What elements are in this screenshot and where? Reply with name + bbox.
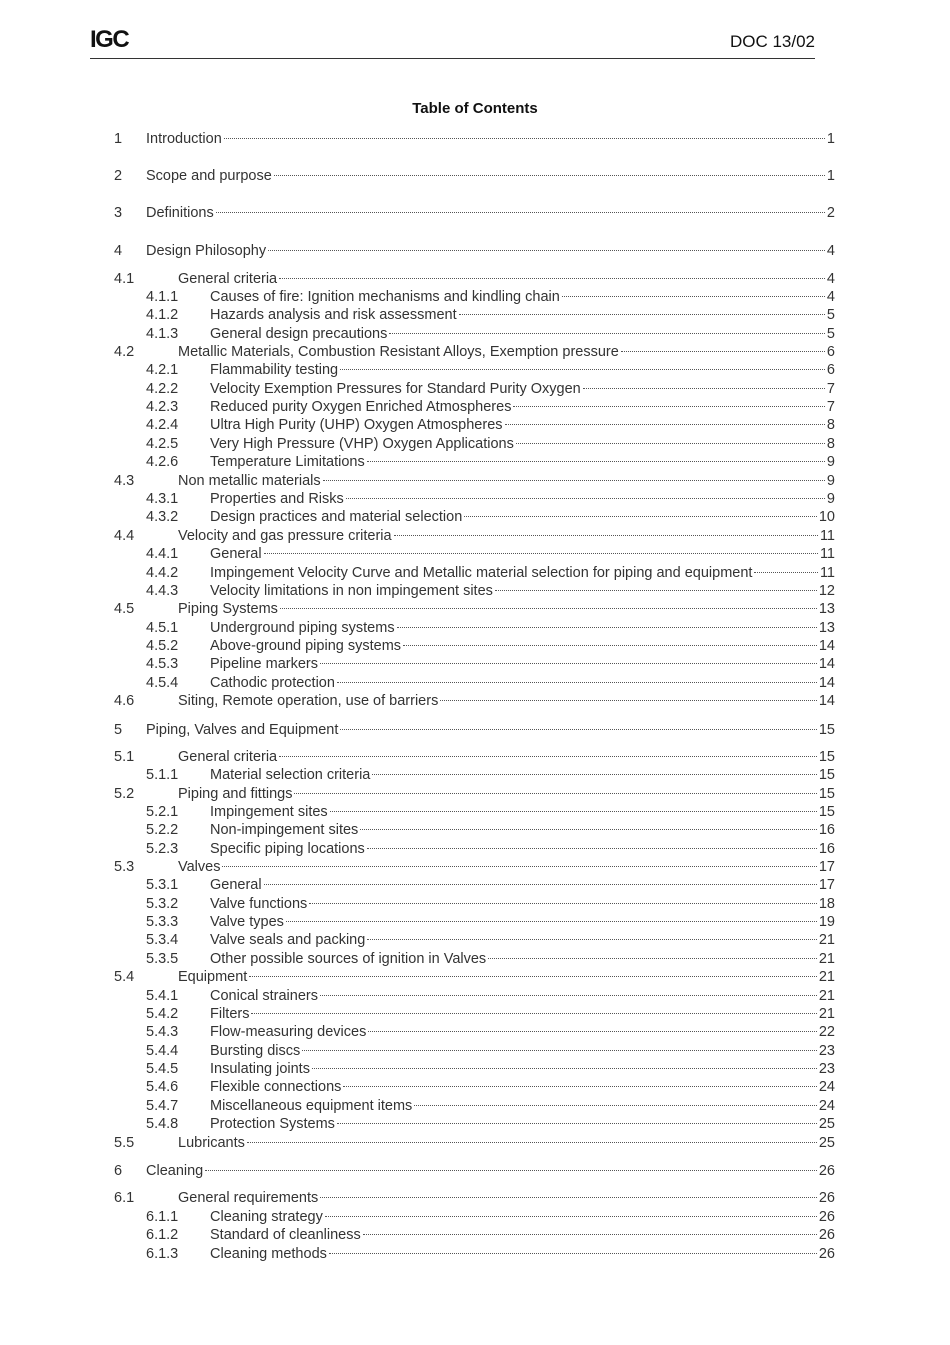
toc-entry-title: Pipeline markers (210, 656, 318, 672)
toc-entry-page: 9 (826, 491, 835, 507)
toc-entry[interactable] (146, 637, 835, 655)
toc-entry[interactable] (146, 545, 835, 563)
toc-entry-title: Introduction (146, 131, 222, 147)
toc-entry-number: 5.4.4 (146, 1043, 179, 1059)
toc-entry-title: Piping Systems (178, 601, 278, 617)
toc-entry-number: 5.3.3 (146, 914, 179, 930)
toc-entry-number: 6 (114, 1163, 123, 1179)
toc-entry-title: Causes of fire: Ignition mechanisms and kindling chain (210, 289, 560, 305)
toc-entry[interactable] (114, 472, 835, 490)
toc-entry-title: General requirements (178, 1190, 319, 1206)
toc-entry-number: 4.3.1 (146, 491, 179, 507)
toc-entry[interactable] (114, 242, 835, 260)
igc-logo: IGC (90, 26, 129, 53)
toc-entry-title: Definitions (146, 205, 214, 221)
toc-entry-page: 24 (818, 1079, 835, 1095)
toc-entry[interactable] (146, 1005, 835, 1023)
toc-entry-number: 4.2.2 (146, 381, 179, 397)
toc-entry-page: 21 (818, 932, 835, 948)
toc-entry-page: 2 (826, 205, 835, 221)
toc-entry-title: Non metallic materials (178, 473, 321, 489)
toc-entry-title: Very High Pressure (VHP) Oxygen Applications (210, 436, 514, 452)
toc-dot-leader (414, 1105, 817, 1106)
toc-entry[interactable] (114, 600, 835, 618)
toc-entry-number: 4.4.1 (146, 546, 179, 562)
toc-entry-number: 6.1 (114, 1190, 135, 1206)
toc-dot-leader (294, 793, 816, 794)
toc-entry-page: 19 (818, 914, 835, 930)
toc-entry-number: 4.2.3 (146, 399, 179, 415)
toc-dot-leader (621, 351, 825, 352)
toc-entry-number: 4.2.6 (146, 454, 179, 470)
toc-dot-leader (312, 1068, 817, 1069)
toc-dot-leader (367, 461, 825, 462)
toc-dot-leader (302, 1050, 817, 1051)
toc-entry[interactable] (146, 840, 835, 858)
toc-entry-title: Hazards analysis and risk assessment (210, 307, 457, 323)
toc-entry-title: Conical strainers (210, 988, 318, 1004)
toc-entry[interactable] (114, 1189, 835, 1207)
toc-entry-title: Other possible sources of ignition in Valves (210, 951, 487, 967)
toc-entry-number: 4.4 (114, 528, 135, 544)
toc-entry-title: Protection Systems (210, 1116, 335, 1132)
toc-entry[interactable] (114, 1134, 835, 1152)
toc-entry-number: 5.2.2 (146, 822, 179, 838)
toc-entry-title: Velocity Exemption Pressures for Standard Purity Oxygen (210, 381, 581, 397)
toc-entry-page: 1 (826, 131, 835, 147)
toc-dot-leader (343, 1086, 816, 1087)
toc-entry[interactable] (146, 435, 835, 453)
toc-entry-title: Piping, Valves and Equipment (146, 722, 339, 738)
toc-entry-title: Valve types (210, 914, 284, 930)
toc-entry[interactable] (146, 913, 835, 931)
toc-entry-number: 4.3 (114, 473, 135, 489)
toc-entry-page: 5 (826, 326, 835, 342)
toc-dot-leader (224, 138, 825, 139)
toc-entry-number: 4.2.1 (146, 362, 179, 378)
toc-entry[interactable] (146, 931, 835, 949)
toc-entry-page: 16 (818, 841, 835, 857)
toc-entry-page: 14 (818, 675, 835, 691)
toc-entry[interactable] (146, 876, 835, 894)
toc-entry-page: 23 (818, 1043, 835, 1059)
toc-entry-title: Standard of cleanliness (210, 1227, 361, 1243)
toc-entry-page: 6 (826, 344, 835, 360)
toc-entry-number: 4.1.3 (146, 326, 179, 342)
toc-entry-number: 5.3.4 (146, 932, 179, 948)
toc-entry[interactable] (146, 564, 835, 582)
toc-entry-title: General criteria (178, 749, 278, 765)
toc-dot-leader (513, 406, 824, 407)
toc-entry-page: 15 (818, 767, 835, 783)
toc-entry-page: 21 (818, 988, 835, 1004)
toc-entry-title: Cleaning strategy (210, 1209, 323, 1225)
toc-entry[interactable] (146, 1060, 835, 1078)
toc-dot-leader (360, 829, 817, 830)
toc-entry-title: Piping and fittings (178, 786, 293, 802)
toc-entry[interactable] (146, 895, 835, 913)
toc-entry-number: 5.5 (114, 1135, 135, 1151)
toc-entry-number: 5.3.5 (146, 951, 179, 967)
toc-entry-title: Cleaning methods (210, 1246, 327, 1262)
toc-entry-number: 5.3 (114, 859, 135, 875)
toc-entry-page: 24 (818, 1098, 835, 1114)
toc-entry-page: 14 (818, 638, 835, 654)
toc-dot-leader (274, 175, 825, 176)
toc-entry-title: Flow-measuring devices (210, 1024, 367, 1040)
toc-entry-title: Lubricants (178, 1135, 245, 1151)
toc-entry[interactable] (146, 987, 835, 1005)
toc-entry-title: Specific piping locations (210, 841, 365, 857)
toc-dot-leader (320, 663, 817, 664)
toc-entry-title: Above-ground piping systems (210, 638, 402, 654)
toc-entry[interactable] (114, 270, 835, 288)
toc-entry-title: Impingement Velocity Curve and Metallic material selection for piping and equipment (210, 565, 753, 581)
toc-entry-number: 4.5 (114, 601, 135, 617)
toc-entry-title: Miscellaneous equipment items (210, 1098, 413, 1114)
toc-dot-leader (279, 756, 817, 757)
toc-entry-number: 5.3.1 (146, 877, 179, 893)
toc-entry-number: 4.4.3 (146, 583, 179, 599)
toc-entry-page: 7 (826, 381, 835, 397)
toc-entry-title: General (210, 877, 262, 893)
toc-entry-page: 15 (818, 804, 835, 820)
toc-entry-number: 5 (114, 722, 123, 738)
toc-entry-page: 21 (818, 969, 835, 985)
toc-entry[interactable] (146, 950, 835, 968)
toc-entry[interactable] (114, 692, 835, 710)
toc-dot-leader (280, 608, 817, 609)
toc-entry-page: 6 (826, 362, 835, 378)
toc-entry-number: 4.5.1 (146, 620, 179, 636)
toc-dot-leader (222, 866, 816, 867)
toc-entry-number: 5.3.2 (146, 896, 179, 912)
toc-dot-leader (216, 212, 825, 213)
toc-entry[interactable] (146, 306, 835, 324)
toc-entry[interactable] (146, 453, 835, 471)
toc-dot-leader (389, 333, 825, 334)
toc-entry-number: 6.1.1 (146, 1209, 179, 1225)
toc-entry-title: Filters (210, 1006, 250, 1022)
toc-entry[interactable] (146, 1042, 835, 1060)
toc-entry-page: 17 (818, 859, 835, 875)
toc-entry-title: Bursting discs (210, 1043, 301, 1059)
toc-entry-title: Temperature Limitations (210, 454, 365, 470)
toc-dot-leader (516, 443, 825, 444)
toc-entry[interactable] (114, 527, 835, 545)
toc-dot-leader (264, 553, 818, 554)
toc-entry-title: Siting, Remote operation, use of barriers (178, 693, 439, 709)
toc-entry-number: 5.4.8 (146, 1116, 179, 1132)
toc-entry[interactable] (146, 821, 835, 839)
toc-entry-page: 13 (818, 601, 835, 617)
toc-entry[interactable] (114, 1162, 835, 1180)
toc-entry-number: 5.4 (114, 969, 135, 985)
toc-entry-number: 4.5.2 (146, 638, 179, 654)
toc-dot-leader (464, 516, 817, 517)
toc-entry[interactable] (146, 416, 835, 434)
toc-entry-title: Cleaning (146, 1163, 204, 1179)
toc-entry-page: 9 (826, 454, 835, 470)
toc-entry-number: 5.4.5 (146, 1061, 179, 1077)
toc-dot-leader (325, 1216, 817, 1217)
toc-entry-page: 26 (818, 1163, 835, 1179)
toc-entry-title: Velocity limitations in non impingement sites (210, 583, 493, 599)
toc-dot-leader (754, 572, 818, 573)
toc-dot-leader (367, 848, 817, 849)
toc-entry-page: 7 (826, 399, 835, 415)
toc-entry-title: General (210, 546, 262, 562)
toc-entry[interactable] (146, 582, 835, 600)
toc-dot-leader (323, 480, 825, 481)
toc-entry[interactable] (114, 167, 835, 185)
toc-entry-number: 4.6 (114, 693, 135, 709)
toc-entry-page: 11 (819, 565, 835, 581)
toc-entry-title: Cathodic protection (210, 675, 335, 691)
toc-dot-leader (340, 369, 825, 370)
toc-dot-leader (459, 314, 825, 315)
toc-entry-page: 21 (818, 1006, 835, 1022)
toc-entry-title: Underground piping systems (210, 620, 395, 636)
toc-entry-page: 15 (818, 722, 835, 738)
toc-entry-page: 11 (819, 546, 835, 562)
toc-entry-number: 3 (114, 205, 123, 221)
toc-entry-page: 17 (818, 877, 835, 893)
toc-dot-leader (368, 1031, 817, 1032)
toc-entry[interactable] (114, 785, 835, 803)
toc-entry[interactable] (146, 1023, 835, 1041)
toc-dot-leader (309, 903, 817, 904)
toc-entry[interactable] (114, 748, 835, 766)
document-number: DOC 13/02 (729, 32, 815, 51)
toc-entry-number: 4.3.2 (146, 509, 179, 525)
toc-entry-number: 4.5.3 (146, 656, 179, 672)
toc-dot-leader (583, 388, 825, 389)
toc-entry-page: 9 (826, 473, 835, 489)
toc-entry-number: 4.1.1 (146, 289, 179, 305)
toc-entry-page: 22 (818, 1024, 835, 1040)
toc-entry-title: Equipment (178, 969, 248, 985)
toc-entry-number: 2 (114, 168, 123, 184)
toc-dot-leader (251, 1013, 816, 1014)
toc-entry-number: 6.1.3 (146, 1246, 179, 1262)
toc-entry-page: 26 (818, 1209, 835, 1225)
toc-entry-title: Valves (178, 859, 221, 875)
toc-entry-title: Impingement sites (210, 804, 328, 820)
toc-entry[interactable] (146, 361, 835, 379)
toc-dot-leader (268, 250, 825, 251)
toc-entry-page: 25 (818, 1135, 835, 1151)
toc-entry[interactable] (114, 343, 835, 361)
toc-entry-page: 26 (818, 1227, 835, 1243)
toc-dot-leader (330, 811, 817, 812)
toc-entry-title: Non-impingement sites (210, 822, 359, 838)
toc-entry-number: 5.2.1 (146, 804, 179, 820)
toc-entry-title: Material selection criteria (210, 767, 371, 783)
toc-entry-number: 4.2.5 (146, 436, 179, 452)
toc-entry-title: Velocity and gas pressure criteria (178, 528, 392, 544)
toc-entry-number: 4.2.4 (146, 417, 179, 433)
toc-dot-leader (329, 1253, 817, 1254)
toc-dot-leader (205, 1170, 817, 1171)
toc-title: Table of Contents (412, 100, 538, 117)
toc-entry[interactable] (114, 204, 835, 222)
toc-entry-page: 15 (818, 786, 835, 802)
toc-entry-page: 26 (818, 1246, 835, 1262)
toc-entry-page: 16 (818, 822, 835, 838)
toc-entry[interactable] (146, 766, 835, 784)
toc-entry-page: 10 (818, 509, 835, 525)
toc-entry[interactable] (146, 325, 835, 343)
toc-entry[interactable] (146, 490, 835, 508)
toc-dot-leader (505, 424, 825, 425)
toc-entry-title: Flammability testing (210, 362, 339, 378)
toc-entry-number: 5.2.3 (146, 841, 179, 857)
toc-dot-leader (340, 729, 816, 730)
toc-dot-leader (279, 278, 825, 279)
toc-entry-number: 5.4.3 (146, 1024, 179, 1040)
toc-entry-number: 5.2 (114, 786, 135, 802)
toc-entry-page: 25 (818, 1116, 835, 1132)
toc-entry[interactable] (114, 858, 835, 876)
toc-entry-title: Metallic Materials, Combustion Resistant Alloys, Exemption pressure (178, 344, 619, 360)
toc-dot-leader (363, 1234, 817, 1235)
toc-dot-leader (562, 296, 825, 297)
toc-entry-title: General design precautions (210, 326, 388, 342)
toc-dot-leader (495, 590, 817, 591)
toc-entry-page: 18 (818, 896, 835, 912)
toc-entry[interactable] (146, 1078, 835, 1096)
toc-entry[interactable] (146, 1208, 835, 1226)
toc-entry-title: Flexible connections (210, 1079, 342, 1095)
toc-entry-title: Valve functions (210, 896, 308, 912)
toc-dot-leader (397, 627, 817, 628)
toc-entry-title: Ultra High Purity (UHP) Oxygen Atmospheres (210, 417, 503, 433)
toc-entry-page: 5 (826, 307, 835, 323)
toc-entry-number: 4.5.4 (146, 675, 179, 691)
toc-entry-title: Reduced purity Oxygen Enriched Atmospheres (210, 399, 512, 415)
toc-entry-title: Design Philosophy (146, 243, 267, 259)
toc-entry-number: 4 (114, 243, 123, 259)
toc-entry-page: 13 (818, 620, 835, 636)
toc-entry-number: 6.1.2 (146, 1227, 179, 1243)
toc-entry-number: 4.1 (114, 271, 135, 287)
toc-dot-leader (264, 884, 817, 885)
toc-entry-page: 12 (818, 583, 835, 599)
toc-entry-page: 23 (818, 1061, 835, 1077)
toc-dot-leader (247, 1142, 817, 1143)
toc-entry-number: 5.4.7 (146, 1098, 179, 1114)
toc-entry-number: 5.1.1 (146, 767, 179, 783)
toc-entry-number: 5.4.6 (146, 1079, 179, 1095)
toc-entry-page: 15 (818, 749, 835, 765)
toc-entry[interactable] (114, 130, 835, 148)
toc-entry[interactable] (146, 380, 835, 398)
toc-entry-number: 5.4.1 (146, 988, 179, 1004)
toc-entry[interactable] (114, 968, 835, 986)
toc-entry-page: 4 (826, 289, 835, 305)
toc-entry-title: Insulating joints (210, 1061, 310, 1077)
toc-entry[interactable] (146, 508, 835, 526)
toc-entry-title: General criteria (178, 271, 278, 287)
toc-entry[interactable] (146, 288, 835, 306)
toc-entry[interactable] (146, 1245, 835, 1263)
toc-entry-page: 8 (826, 417, 835, 433)
toc-entry-page: 4 (826, 243, 835, 259)
toc-dot-leader (346, 498, 825, 499)
toc-entry-page: 14 (818, 656, 835, 672)
toc-entry-title: Valve seals and packing (210, 932, 366, 948)
toc-dot-leader (337, 1123, 817, 1124)
toc-entry[interactable] (146, 803, 835, 821)
toc-entry[interactable] (146, 619, 835, 637)
toc-dot-leader (372, 774, 816, 775)
toc-entry-title: Scope and purpose (146, 168, 272, 184)
toc-entry[interactable] (114, 721, 835, 739)
toc-entry-number: 4.1.2 (146, 307, 179, 323)
toc-entry-title: Design practices and material selection (210, 509, 463, 525)
toc-entry-page: 8 (826, 436, 835, 452)
toc-dot-leader (249, 976, 817, 977)
toc-entry-number: 5.1 (114, 749, 135, 765)
toc-entry-page: 26 (818, 1190, 835, 1206)
toc-entry[interactable] (146, 398, 835, 416)
toc-entry[interactable] (146, 1226, 835, 1244)
toc-entry[interactable] (146, 655, 835, 673)
toc-entry-number: 5.4.2 (146, 1006, 179, 1022)
toc-dot-leader (337, 682, 817, 683)
toc-entry-number: 4.2 (114, 344, 135, 360)
toc-entry-number: 1 (114, 131, 123, 147)
toc-entry-page: 11 (819, 528, 835, 544)
toc-dot-leader (320, 995, 817, 996)
toc-entry-number: 4.4.2 (146, 565, 179, 581)
toc-dot-leader (488, 958, 817, 959)
toc-entry-page: 14 (818, 693, 835, 709)
toc-entry[interactable] (146, 674, 835, 692)
toc-entry[interactable] (146, 1097, 835, 1115)
toc-dot-leader (320, 1197, 817, 1198)
toc-entry-page: 4 (826, 271, 835, 287)
toc-dot-leader (403, 645, 817, 646)
toc-dot-leader (394, 535, 818, 536)
toc-entry-title: Properties and Risks (210, 491, 344, 507)
toc-entry-page: 1 (826, 168, 835, 184)
toc-entry-page: 21 (818, 951, 835, 967)
toc-dot-leader (286, 921, 817, 922)
toc-dot-leader (367, 939, 817, 940)
toc-dot-leader (440, 700, 817, 701)
toc-entry[interactable] (146, 1115, 835, 1133)
